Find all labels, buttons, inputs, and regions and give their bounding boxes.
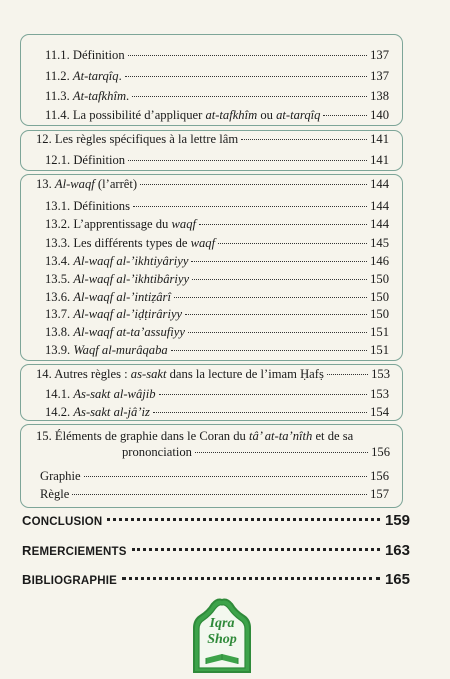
leader-dots: [133, 206, 367, 207]
entry-label: 13.5. Al-waqf al-’ikhtibâriyy: [45, 272, 190, 286]
entry-label: 13. Al-waqf (l’arrêt): [36, 177, 138, 191]
entry-label: 12. Les règles spécifiques à la lettre lâm: [36, 132, 239, 146]
entry-label-line2: prononciation: [122, 445, 192, 459]
logo-text-shop: Shop: [207, 632, 237, 647]
toc-entry-13-6[interactable]: [45, 289, 389, 305]
chapter-label: REMERCIEMENTS: [22, 543, 127, 558]
leader-dots: [159, 394, 368, 395]
entry-label: 13.2. L’apprentissage du waqf: [45, 217, 196, 231]
entry-label: 13.3. Les différents types de waqf: [45, 236, 216, 250]
entry-label: Graphie: [40, 469, 81, 483]
entry-label: 11.2. At-tarqîq.: [45, 69, 122, 83]
page-number: 140: [370, 108, 389, 122]
page-number: 154: [370, 405, 389, 419]
chapter-label: CONCLUSION: [22, 513, 103, 528]
toc-entry-13-5[interactable]: [45, 271, 389, 287]
iqra-shop-logo: [190, 598, 254, 674]
toc-entry-15[interactable]: [36, 428, 390, 460]
leader-dots: [72, 494, 367, 495]
toc-entry-13-7[interactable]: [45, 306, 389, 322]
leader-dots: [327, 374, 368, 375]
toc-entry-graphie[interactable]: [40, 468, 389, 484]
page-number: 156: [370, 469, 389, 483]
toc-entry-14-1[interactable]: [45, 386, 389, 402]
leader-dots: [188, 332, 367, 333]
toc-chapter-bibliographie[interactable]: [22, 571, 410, 588]
entry-label: 13.1. Définitions: [45, 199, 131, 213]
toc-entry-13-2[interactable]: [45, 216, 389, 232]
leader-dots: [241, 139, 367, 140]
page-number: 144: [370, 217, 389, 231]
toc-entry-11-3[interactable]: [45, 88, 389, 104]
leader-dots: [191, 261, 367, 262]
leader-dots: [192, 279, 367, 280]
entry-label: Règle: [40, 487, 70, 501]
toc-chapter-remerciements[interactable]: [22, 542, 410, 559]
leader-dots: [218, 243, 367, 244]
entry-label: 13.8. Al-waqf at-ta’assufiyy: [45, 325, 185, 339]
leader-dots: [84, 476, 368, 477]
leader-dots: [132, 548, 380, 551]
toc-entry-14[interactable]: [36, 366, 390, 382]
entry-label-line1: 15. Éléments de graphie dans le Coran du tâ’ at-ta’nîth et de sa: [36, 429, 354, 443]
toc-entry-13-1[interactable]: [45, 198, 389, 214]
toc-entry-14-2[interactable]: [45, 404, 389, 420]
page-number: 153: [370, 387, 389, 401]
page-number: 138: [370, 89, 389, 103]
entry-label: 13.7. Al-waqf al-’iḍṭirâriyy: [45, 307, 183, 321]
leader-dots: [174, 297, 367, 298]
toc-entry-12-1[interactable]: [45, 152, 389, 168]
page-number: 151: [370, 325, 389, 339]
page-number: 141: [370, 153, 389, 167]
toc-entry-13[interactable]: [36, 176, 389, 192]
page-number: 159: [384, 512, 410, 529]
chapter-label: BIBLIOGRAPHIE: [22, 572, 118, 587]
entry-label: 14.2. As-sakt al-jâ’iz: [45, 405, 150, 419]
entry-label: 13.6. Al-waqf al-’intiẓârî: [45, 290, 171, 304]
page-number: 153: [371, 367, 390, 381]
entry-label: 11.4. La possibilité d’appliquer at-tafkhîm ou at-tarqîq: [45, 108, 321, 122]
toc-entry-13-9[interactable]: [45, 342, 389, 358]
page-number: 137: [370, 48, 389, 62]
entry-label: 12.1. Définition: [45, 153, 126, 167]
leader-dots: [140, 184, 367, 185]
leader-dots: [125, 76, 367, 77]
page-number: 150: [370, 272, 389, 286]
entry-label: 11.1. Définition: [45, 48, 125, 62]
toc-entry-11-1[interactable]: [45, 47, 389, 63]
page-number: 151: [370, 343, 389, 357]
entry-label: 13.4. Al-waqf al-’ikhtiyâriyy: [45, 254, 189, 268]
page-number: 163: [384, 542, 410, 559]
leader-dots: [128, 55, 367, 56]
page-number: 156: [371, 445, 390, 459]
toc-entry-13-4[interactable]: [45, 253, 389, 269]
page-number: 137: [370, 69, 389, 83]
page-number: 165: [384, 571, 410, 588]
leader-dots: [107, 518, 380, 521]
leader-dots: [132, 96, 367, 97]
entry-label: 14.1. As-sakt al-wâjib: [45, 387, 156, 401]
entry-label: 13.9. Waqf al-murâqaba: [45, 343, 168, 357]
entry-label: 14. Autres règles : as-sakt dans la lecture de l’imam Ḥafṣ: [36, 367, 324, 381]
page-number: 150: [370, 307, 389, 321]
leader-dots: [323, 115, 367, 116]
toc-entry-13-8[interactable]: [45, 324, 389, 340]
leader-dots: [122, 577, 380, 580]
leader-dots: [195, 452, 368, 453]
toc-entry-12[interactable]: [36, 131, 389, 147]
page-number: 146: [370, 254, 389, 268]
page-number: 144: [370, 177, 389, 191]
page-number: 145: [370, 236, 389, 250]
leader-dots: [153, 412, 367, 413]
leader-dots: [128, 160, 367, 161]
page-number: 150: [370, 290, 389, 304]
toc-entry-11-2[interactable]: [45, 68, 389, 84]
page-number: 157: [370, 487, 389, 501]
page-number: 144: [370, 199, 389, 213]
page-number: 141: [370, 132, 389, 146]
toc-entry-11-4[interactable]: [45, 107, 389, 123]
leader-dots: [185, 314, 367, 315]
logo-text-iqra: Iqra: [209, 616, 235, 631]
toc-entry-13-3[interactable]: [45, 235, 389, 251]
entry-label: 11.3. At-tafkhîm.: [45, 89, 130, 103]
leader-dots: [199, 224, 367, 225]
toc-chapter-conclusion[interactable]: [22, 512, 410, 529]
toc-entry-regle[interactable]: [40, 486, 389, 502]
leader-dots: [171, 350, 367, 351]
